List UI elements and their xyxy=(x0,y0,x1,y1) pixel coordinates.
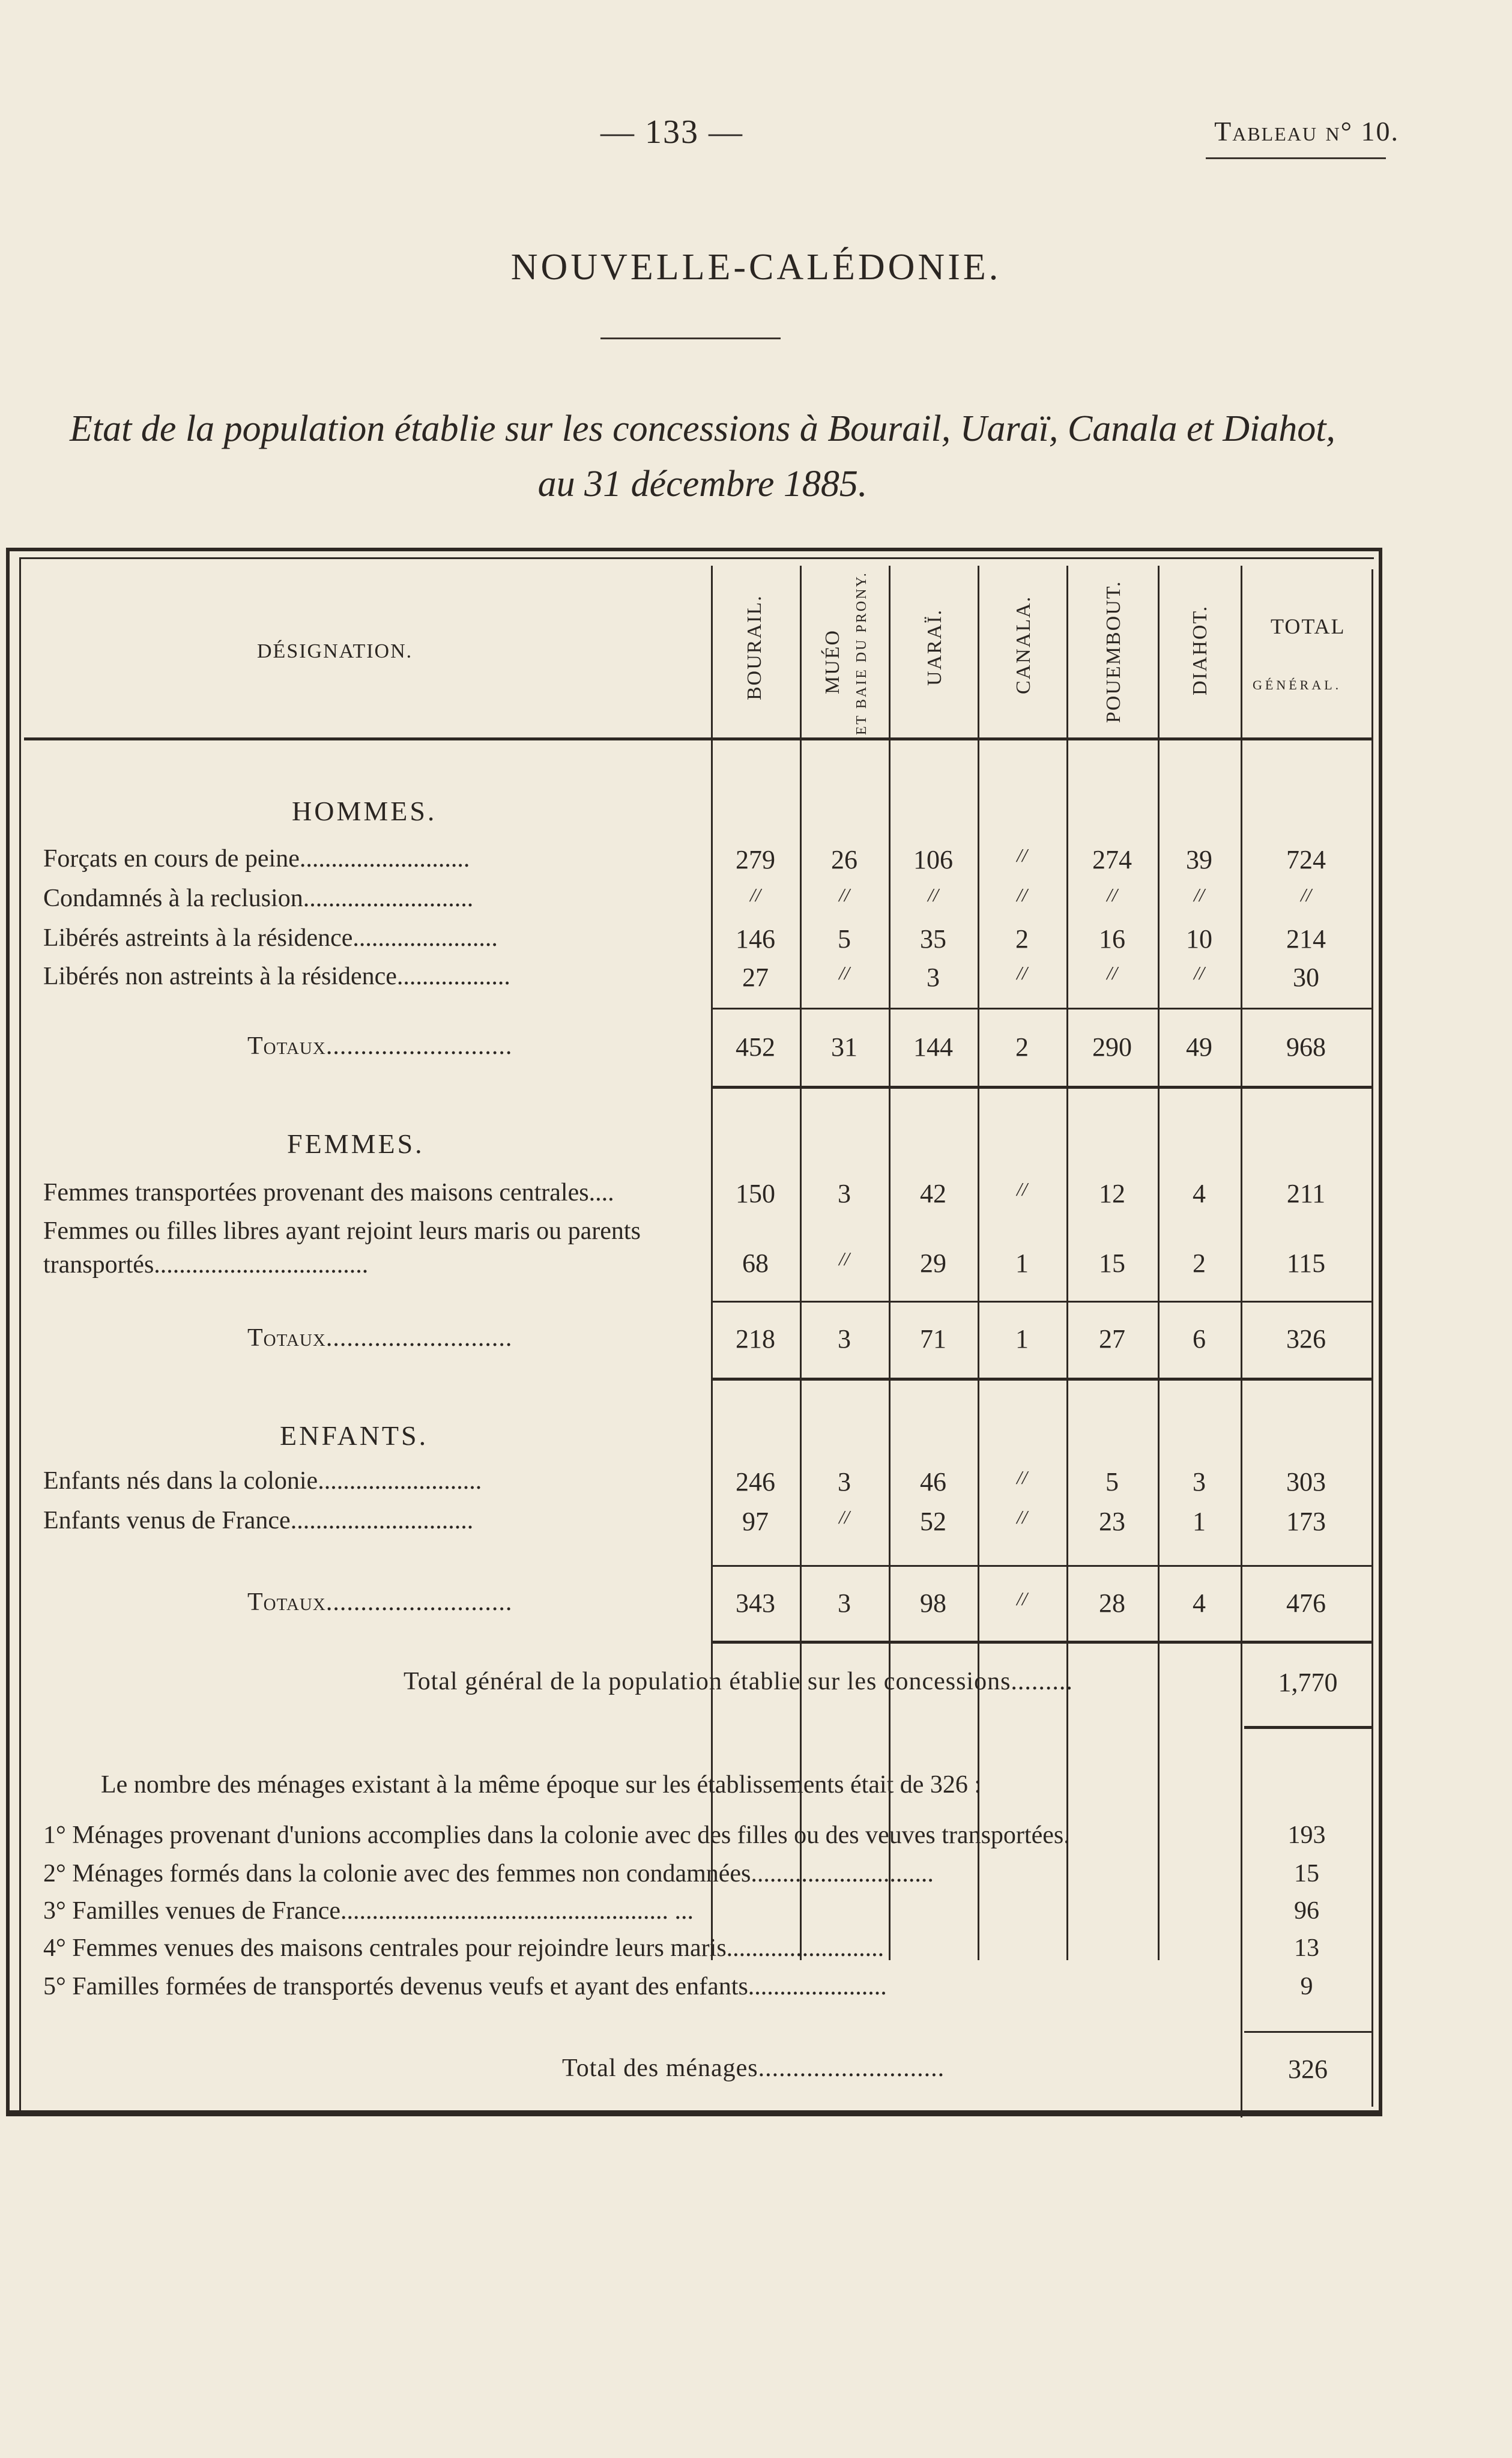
table-cell: 3 xyxy=(838,1467,851,1497)
table-cell: 68 xyxy=(742,1249,769,1278)
totals-rule-below xyxy=(712,1641,1371,1644)
reference-underline xyxy=(1206,157,1386,159)
table-cell: // xyxy=(1017,1506,1027,1528)
table-cell: 35 xyxy=(920,924,946,954)
menage-item-value: 96 xyxy=(1294,1897,1319,1925)
totals-rule-below xyxy=(712,1378,1371,1381)
table-cell: 173 xyxy=(1286,1507,1326,1536)
page-header xyxy=(0,0,1512,168)
table-cell: 146 xyxy=(736,924,775,954)
table-cell: 16 xyxy=(1099,924,1125,954)
subtitle-line-1: Etat de la population établie sur les concessions à Bourail, Uaraï, Canala et Diahot, xyxy=(70,408,1335,449)
menage-item-label: 3° Familles venues de France.................................................... ... xyxy=(43,1897,694,1925)
table-cell: // xyxy=(1194,884,1205,906)
table-cell: 115 xyxy=(1286,1249,1326,1278)
header-mueo-sub: ET BAIE DU PRONY. xyxy=(854,571,869,735)
table-cell: 303 xyxy=(1286,1467,1326,1497)
menage-item-value: 13 xyxy=(1294,1934,1319,1962)
col-right-inner xyxy=(1371,569,1373,2107)
table-cell: 2 xyxy=(1193,1249,1206,1278)
totals-label: Totaux........................... xyxy=(247,1032,513,1060)
table-reference: Tableau n° 10. xyxy=(1214,116,1399,147)
grand-total-rule xyxy=(1244,1726,1371,1729)
totals-rule-above xyxy=(712,1565,1371,1567)
totals-cell: 4 xyxy=(1193,1588,1206,1618)
document-subtitle xyxy=(30,401,1375,512)
totals-cell: 3 xyxy=(838,1324,851,1354)
table-cell: 274 xyxy=(1092,845,1132,874)
totals-cell: 343 xyxy=(736,1588,775,1618)
totals-cell: 326 xyxy=(1286,1324,1326,1354)
menage-item-label: 2° Ménages formés dans la colonie avec des femmes non condamnées............................. xyxy=(43,1860,934,1887)
totals-cell: 3 xyxy=(838,1588,851,1618)
totals-cell: 98 xyxy=(920,1588,946,1618)
row-label: Libérés astreints à la résidence....................... xyxy=(43,924,498,952)
totals-cell: 27 xyxy=(1099,1324,1125,1354)
row-label: Femmes transportées provenant des maisons centrales.... xyxy=(43,1179,614,1206)
header-bourail: BOURAIL. xyxy=(743,595,766,700)
row-label: Libérés non astreints à la résidence.................. xyxy=(43,963,510,990)
totals-cell: 1 xyxy=(1015,1324,1029,1354)
totals-cell: 968 xyxy=(1286,1032,1326,1062)
menage-item-label: 4° Femmes venues des maisons centrales pour rejoindre leurs maris......................... xyxy=(43,1934,885,1962)
header-uarai: UARAÏ. xyxy=(924,608,946,686)
menage-item-label: 1° Ménages provenant d'unions accomplies dans la colonie avec des filles ou des veuves transportées. xyxy=(43,1821,1070,1849)
totals-cell: 476 xyxy=(1286,1588,1326,1618)
table-cell: 3 xyxy=(838,1179,851,1208)
totals-label: Totaux........................... xyxy=(247,1324,513,1352)
table-cell: 106 xyxy=(913,845,953,874)
totals-cell: 452 xyxy=(736,1032,775,1062)
population-table xyxy=(6,548,1382,2116)
totals-rule-below xyxy=(712,1086,1371,1089)
header-diahot: DIAHOT. xyxy=(1189,605,1211,695)
menages-intro: Le nombre des ménages existant à la même époque sur les établissements était de 326 : xyxy=(101,1771,982,1799)
totals-cell: 71 xyxy=(920,1324,946,1354)
table-cell: // xyxy=(1017,1178,1027,1200)
header-pouembout: POUEMBOUT. xyxy=(1102,580,1125,723)
grand-total-value: 1,770 xyxy=(1278,1668,1338,1697)
section-hommes: HOMMES. xyxy=(292,796,437,826)
table-cell: // xyxy=(1017,1467,1027,1488)
table-cell: // xyxy=(1107,962,1117,984)
table-cell: 42 xyxy=(920,1179,946,1208)
header-rule xyxy=(24,737,1371,740)
table-cell: 724 xyxy=(1286,845,1326,874)
totals-cell: 28 xyxy=(1099,1588,1125,1618)
table-cell: 12 xyxy=(1099,1179,1125,1208)
table-cell: // xyxy=(928,884,939,906)
table-cell: 52 xyxy=(920,1507,946,1536)
totals-rule-above xyxy=(712,1301,1371,1303)
table-cell: 46 xyxy=(920,1467,946,1497)
totals-cell: 6 xyxy=(1193,1324,1206,1354)
table-cell: 29 xyxy=(920,1249,946,1278)
table-cell: 246 xyxy=(736,1467,775,1497)
header-designation: DÉSIGNATION. xyxy=(257,640,413,662)
totals-cell: 144 xyxy=(913,1032,953,1062)
table-cell: 279 xyxy=(736,845,775,874)
table-cell: 26 xyxy=(831,845,857,874)
table-cell: 97 xyxy=(742,1507,769,1536)
table-cell: 5 xyxy=(838,924,851,954)
table-cell: // xyxy=(839,962,850,984)
totals-cell: // xyxy=(1017,1588,1027,1609)
table-cell: 211 xyxy=(1286,1179,1326,1208)
header-canala: CANALA. xyxy=(1012,595,1035,694)
table-cell: 30 xyxy=(1293,963,1319,992)
table-cell: // xyxy=(1194,962,1205,984)
table-cell: 23 xyxy=(1099,1507,1125,1536)
table-cell: 1 xyxy=(1015,1249,1029,1278)
table-cell: 15 xyxy=(1099,1249,1125,1278)
table-cell: 27 xyxy=(742,963,769,992)
table-cell: 1 xyxy=(1193,1507,1206,1536)
table-cell: // xyxy=(750,884,761,906)
section-enfants: ENFANTS. xyxy=(280,1420,429,1451)
menages-total-value: 326 xyxy=(1288,2054,1328,2084)
totals-cell: 290 xyxy=(1092,1032,1132,1062)
row-label: Enfants venus de France............................. xyxy=(43,1507,474,1534)
table-cell: 3 xyxy=(927,963,940,992)
totals-cell: 2 xyxy=(1015,1032,1029,1062)
menages-total-label: Total des ménages........................... xyxy=(562,2054,945,2082)
page-number: — 133 — xyxy=(600,114,743,151)
table-cell: // xyxy=(839,1248,850,1270)
table-cell: 4 xyxy=(1193,1179,1206,1208)
grand-total-label: Total général de la population établie sur les concessions......... xyxy=(404,1668,1073,1695)
table-cell: 10 xyxy=(1186,924,1212,954)
table-cell: 150 xyxy=(736,1179,775,1208)
table-cell: // xyxy=(839,884,850,906)
table-cell: // xyxy=(1107,884,1117,906)
title-rule xyxy=(600,338,781,339)
table-cell: // xyxy=(1017,844,1027,866)
menages-sum-rule xyxy=(1244,2031,1371,2033)
totals-cell: 31 xyxy=(831,1032,857,1062)
totals-label: Totaux........................... xyxy=(247,1588,513,1616)
table-cell: // xyxy=(1301,884,1311,906)
menage-item-value: 193 xyxy=(1287,1821,1326,1849)
row-label: Femmes ou filles libres ayant rejoint leurs maris ou parents transportés.................................. xyxy=(43,1217,641,1279)
menage-item-value: 15 xyxy=(1294,1860,1319,1887)
table-cell: 3 xyxy=(1193,1467,1206,1497)
totals-rule-above xyxy=(712,1008,1371,1010)
table-cell: 2 xyxy=(1015,924,1029,954)
header-mueo: MUÉO xyxy=(821,629,844,694)
subtitle-line-2: au 31 décembre 1885. xyxy=(537,464,868,504)
table-cell: 5 xyxy=(1105,1467,1119,1497)
table-cell: // xyxy=(839,1506,850,1528)
header-total: TOTAL xyxy=(1271,614,1346,638)
section-femmes: FEMMES. xyxy=(287,1128,425,1159)
row-label: Condamnés à la reclusion........................... xyxy=(43,885,474,912)
table-cell: 214 xyxy=(1286,924,1326,954)
totals-cell: 49 xyxy=(1186,1032,1212,1062)
table-cell: 39 xyxy=(1186,845,1212,874)
menage-item-value: 9 xyxy=(1300,1973,1313,2000)
table-cell: // xyxy=(1017,962,1027,984)
menage-item-label: 5° Familles formées de transportés devenus veufs et ayant des enfants...................... xyxy=(43,1973,887,2000)
row-label: Enfants nés dans la colonie.......................... xyxy=(43,1467,482,1495)
row-label: Forçats en cours de peine........................... xyxy=(43,845,470,873)
document-title: NOUVELLE-CALÉDONIE. xyxy=(510,247,1002,288)
header-total-sub: GÉNÉRAL. xyxy=(1253,677,1342,692)
totals-cell: 218 xyxy=(736,1324,775,1354)
table-cell: // xyxy=(1017,884,1027,906)
